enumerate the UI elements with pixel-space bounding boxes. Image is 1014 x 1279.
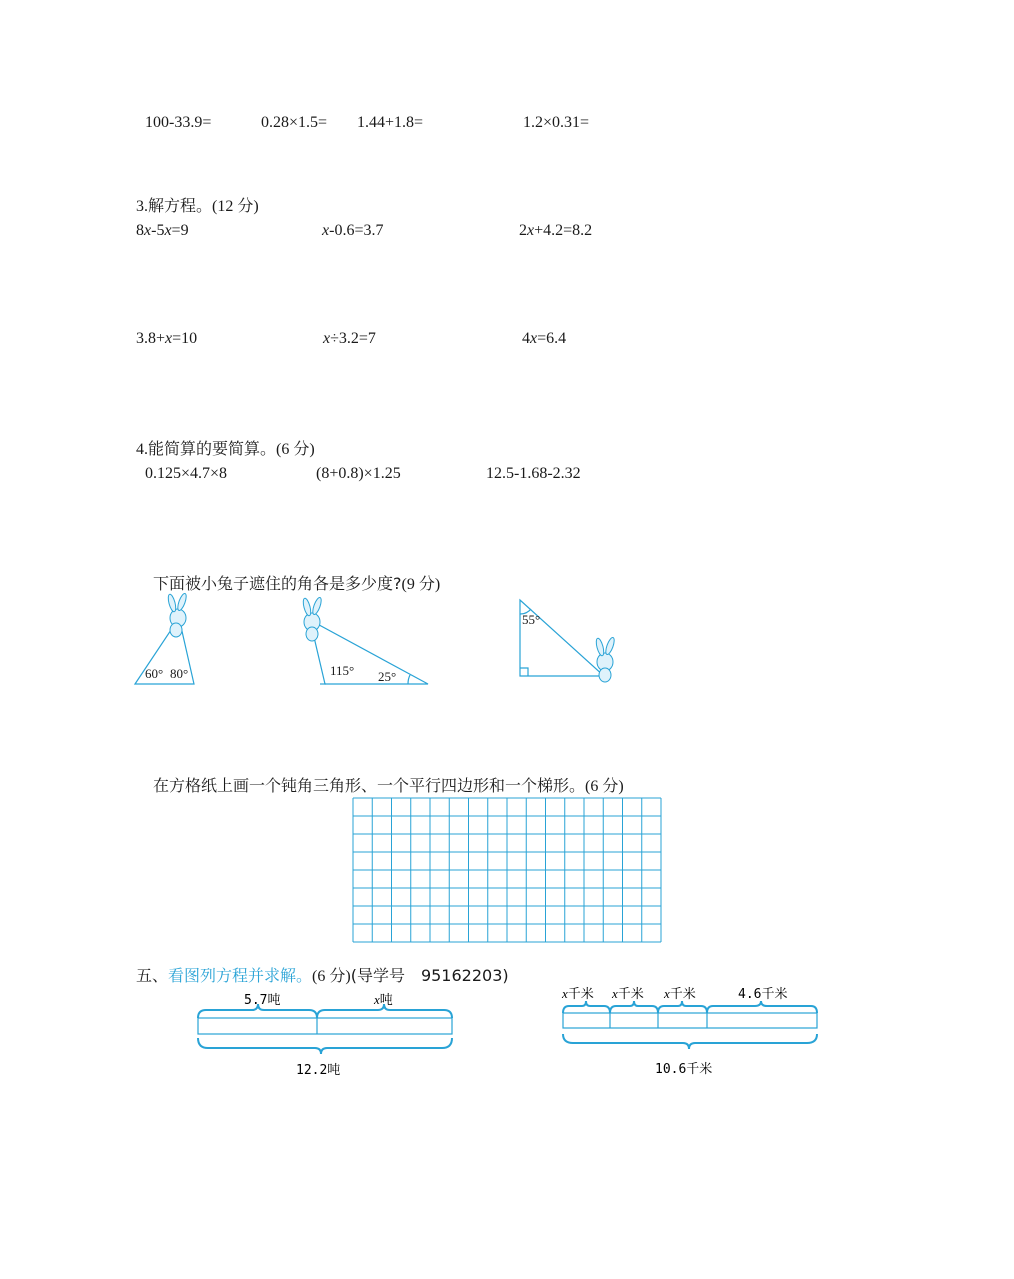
q4-number: 4.: [136, 441, 148, 458]
simplify-item-3: 12.5-1.68-2.32: [486, 465, 581, 482]
angles-score: (9 分): [401, 576, 441, 593]
calc-item-4: 1.2×0.31=: [523, 114, 590, 131]
q4-heading: [136, 439, 315, 460]
right-angle-mark: [520, 668, 528, 676]
calc-item-3: 1.44+1.8=: [357, 114, 424, 131]
triangle-2: [310, 620, 428, 684]
equation-1: 8x-5x=9: [136, 222, 189, 239]
angle-label-60: 60°: [145, 666, 164, 681]
d2-seg-1: x千米: [562, 986, 594, 1001]
d2-top-b: 4.6千米: [738, 987, 788, 1002]
d2-seg-2: x千米: [612, 986, 644, 1001]
d1-top-a: 5.7吨: [244, 993, 281, 1008]
rabbit-icon-3: [595, 637, 616, 682]
equation-6: 4x=6.4: [522, 330, 567, 347]
sec5-number: 五、: [136, 966, 169, 985]
grid-title: 在方格纸上画一个钝角三角形、一个平行四边形和一个梯形。: [153, 776, 586, 795]
sec5-title: 看图列方程并求解。: [168, 966, 313, 985]
equation-3: 2x+4.2=8.2: [519, 222, 593, 239]
angles-title: 下面被小兔子遮住的角各是多少度?: [153, 574, 402, 593]
rabbit-icon-2: [302, 597, 323, 641]
sec5-ref: (导学号 95162203): [350, 966, 509, 985]
grid-score: (6 分): [585, 778, 624, 795]
segment-diagram-1: [190, 988, 465, 1083]
simplify-item-1: 0.125×4.7×8: [145, 465, 228, 482]
equation-4: 3.8+x=10: [136, 330, 198, 347]
calc-item-2: 0.28×1.5=: [261, 114, 328, 131]
sec5-score: (6 分): [312, 968, 351, 985]
q3-number: 3.: [136, 198, 148, 215]
angle-label-55: 55°: [522, 612, 541, 627]
angle-label-115: 115°: [330, 663, 355, 678]
q3-title: 解方程。: [148, 196, 213, 215]
q3-score: (12 分): [212, 198, 259, 215]
equation-5: x÷3.2=7: [323, 330, 376, 347]
simplify-item-2: (8+0.8)×1.25: [316, 465, 401, 482]
d2-total: 10.6千米: [655, 1062, 713, 1077]
equation-2: x-0.6=3.7: [322, 222, 384, 239]
rabbit-icon-1: [167, 593, 188, 637]
sec5-heading: [136, 966, 509, 987]
angle-label-80: 80°: [170, 666, 189, 681]
angle-label-25: 25°: [378, 669, 397, 684]
calc-item-1: 100-33.9=: [145, 114, 212, 131]
angle-figures: [120, 590, 640, 700]
q4-title: 能简算的要简算。: [148, 439, 277, 458]
grid-heading: [153, 776, 624, 797]
segment-diagram-2: [556, 982, 826, 1082]
d2-seg-3: x千米: [664, 986, 696, 1001]
d1-total: 12.2吨: [296, 1063, 341, 1078]
q4-score: (6 分): [276, 441, 315, 458]
q3-heading: [136, 196, 259, 217]
grid-paper: [352, 797, 662, 943]
d1-top-b: x吨: [374, 992, 393, 1007]
